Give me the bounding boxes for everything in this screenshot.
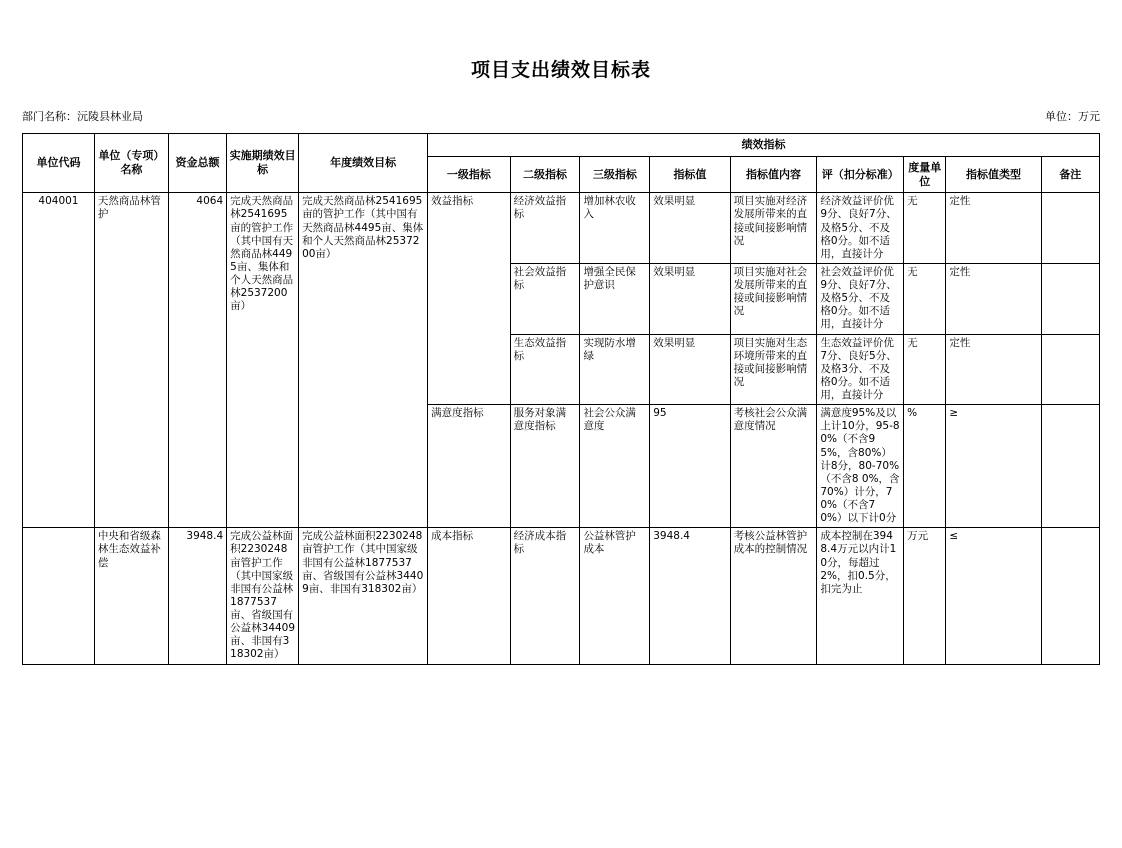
page-title: 项目支出绩效目标表 xyxy=(470,59,651,81)
cell-period-goal: 完成天然商品林2541695亩的管护工作（其中国有天然商品林4495亩、集体和个人天然商品林2537200亩） xyxy=(227,193,299,528)
cell-value-type: ≥ xyxy=(946,405,1041,528)
cell-level3: 增加林农收入 xyxy=(580,193,650,264)
header-score-standard: 评（扣分标准） xyxy=(817,156,904,193)
table-header-row-1 xyxy=(23,134,1100,157)
cell-level2: 社会效益指标 xyxy=(510,263,580,334)
cell-measure-unit: 无 xyxy=(904,263,946,334)
cell-period-goal: 完成公益林面积2230248亩管护工作（其中国家级非国有公益林1877537亩、省级国有公益林34409亩、非国有318302亩） xyxy=(227,528,299,664)
cell-score-standard: 生态效益评价优7分、良好5分、及格3分、不及格0分。如不适用，直接计分 xyxy=(817,334,904,405)
header-annual-goal: 年度绩效目标 xyxy=(299,134,428,193)
header-value-type: 指标值类型 xyxy=(946,156,1041,193)
cell-value: 3948.4 xyxy=(650,528,730,664)
header-total-fund: 资金总额 xyxy=(168,134,226,193)
cell-annual-goal: 完成公益林面积2230248亩管护工作（其中国家级非国有公益林1877537亩、省级国有公益林34409亩、非国有318302亩） xyxy=(299,528,428,664)
cell-level2: 生态效益指标 xyxy=(510,334,580,405)
cell-value: 效果明显 xyxy=(650,263,730,334)
department-label: 部门名称：沅陵县林业局 xyxy=(22,110,143,123)
cell-unit-name: 天然商品林管护 xyxy=(94,193,168,528)
header-level2: 二级指标 xyxy=(510,156,580,193)
header-value: 指标值 xyxy=(650,156,730,193)
cell-score-standard: 社会效益评价优9分、良好7分、及格5分、不及格0分。如不适用，直接计分 xyxy=(817,263,904,334)
cell-value-type: 定性 xyxy=(946,193,1041,264)
cell-level1: 成本指标 xyxy=(428,528,511,664)
cell-measure-unit: 万元 xyxy=(904,528,946,664)
table-row xyxy=(23,193,1100,264)
cell-score-standard: 成本控制在3948.4万元以内计10分，每超过2%，扣0.5分，扣完为止 xyxy=(817,528,904,664)
header-unit-name: 单位（专项）名称 xyxy=(94,134,168,193)
cell-level1: 效益指标 xyxy=(428,193,511,405)
cell-unit-name: 中央和省级森林生态效益补偿 xyxy=(94,528,168,664)
cell-remark xyxy=(1041,193,1099,264)
cell-value-type: 定性 xyxy=(946,334,1041,405)
cell-level2: 经济成本指标 xyxy=(510,528,580,664)
meta-row xyxy=(0,108,1122,124)
cell-level2: 经济效益指标 xyxy=(510,193,580,264)
cell-level3: 公益林管护成本 xyxy=(580,528,650,664)
cell-level2: 服务对象满意度指标 xyxy=(510,405,580,528)
cell-total-fund: 4064 xyxy=(168,193,226,528)
header-unit-code: 单位代码 xyxy=(23,134,95,193)
cell-remark xyxy=(1041,405,1099,528)
table-body xyxy=(23,193,1100,664)
header-period-goal: 实施期绩效目标 xyxy=(227,134,299,193)
cell-value-type: 定性 xyxy=(946,263,1041,334)
cell-score-standard: 满意度95%及以上计10分，95-80%（不含9 5%，含80%）计8分，80-70%（不含8 0%，含70%）计分，7 0%（不含7 0%）以下计0分 xyxy=(817,405,904,528)
header-performance-indicators: 绩效指标 xyxy=(428,134,1100,157)
cell-value-content: 项目实施对生态环境所带来的直接或间接影响情况 xyxy=(730,334,817,405)
cell-measure-unit: % xyxy=(904,405,946,528)
cell-value: 效果明显 xyxy=(650,334,730,405)
cell-score-standard: 经济效益评价优9分、良好7分、及格5分、不及格0分。如不适用，直接计分 xyxy=(817,193,904,264)
cell-remark xyxy=(1041,263,1099,334)
cell-value-content: 考核社会公众满意度情况 xyxy=(730,405,817,528)
cell-total-fund: 3948.4 xyxy=(168,528,226,664)
cell-annual-goal: 完成天然商品林2541695亩的管护工作（其中国有天然商品林4495亩、集体和个人天然商品林2537200亩） xyxy=(299,193,428,528)
header-level3: 三级指标 xyxy=(580,156,650,193)
header-remark: 备注 xyxy=(1041,156,1099,193)
cell-remark xyxy=(1041,528,1099,664)
cell-measure-unit: 无 xyxy=(904,193,946,264)
cell-unit-code xyxy=(23,528,95,664)
header-level1: 一级指标 xyxy=(428,156,511,193)
cell-level1: 满意度指标 xyxy=(428,405,511,528)
document-page xyxy=(0,55,1122,848)
cell-level3: 增强全民保护意识 xyxy=(580,263,650,334)
performance-table xyxy=(22,133,1100,665)
header-measure-unit: 度量单位 xyxy=(904,156,946,193)
cell-unit-code: 404001 xyxy=(23,193,95,528)
cell-value: 效果明显 xyxy=(650,193,730,264)
unit-label: 单位：万元 xyxy=(1045,110,1100,123)
cell-value-content: 项目实施对社会发展所带来的直接或间接影响情况 xyxy=(730,263,817,334)
cell-remark xyxy=(1041,334,1099,405)
cell-value-content: 考核公益林管护成本的控制情况 xyxy=(730,528,817,664)
cell-measure-unit: 无 xyxy=(904,334,946,405)
table-row xyxy=(23,528,1100,664)
cell-level3: 社会公众满意度 xyxy=(580,405,650,528)
cell-value: 95 xyxy=(650,405,730,528)
header-value-content: 指标值内容 xyxy=(730,156,817,193)
cell-value-content: 项目实施对经济发展所带来的直接或间接影响情况 xyxy=(730,193,817,264)
cell-value-type: ≤ xyxy=(946,528,1041,664)
cell-level3: 实现防水增绿 xyxy=(580,334,650,405)
